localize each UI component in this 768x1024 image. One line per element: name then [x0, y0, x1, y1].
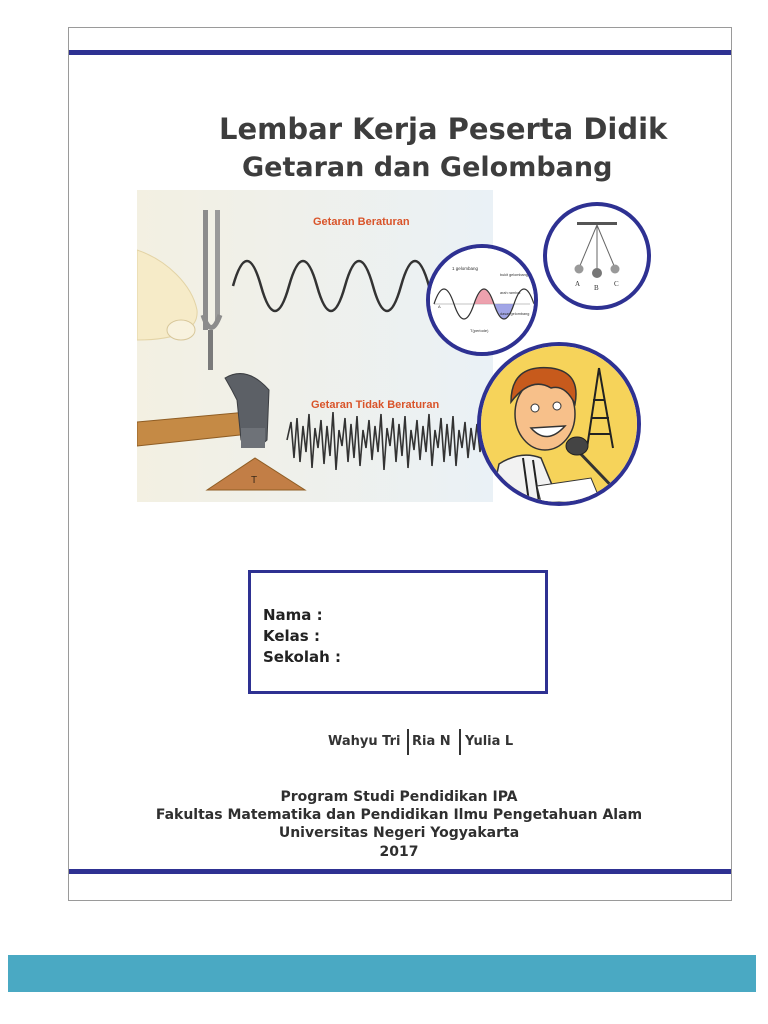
direction-label: arah rambat	[500, 291, 521, 295]
pendulum-support	[577, 222, 617, 225]
pendulum-illustration	[543, 202, 651, 310]
fingernail	[167, 320, 195, 340]
identity-form	[248, 570, 548, 694]
illustration-background	[137, 190, 493, 502]
class-field-label: Kelas :	[263, 627, 320, 645]
top-rule	[69, 50, 731, 55]
author-name: Wahyu Tri	[328, 734, 401, 749]
author-name: Ria N	[412, 734, 451, 749]
university-name: Universitas Negeri Yogyakarta	[278, 825, 520, 841]
author-name: Yulia L	[465, 734, 514, 749]
pendulum-bob-b	[592, 268, 602, 278]
vibration-illustration	[137, 190, 493, 502]
program-name: Program Studi Pendidikan IPA	[280, 789, 518, 805]
document-title: Lembar Kerja Peserta Didik	[219, 112, 668, 146]
pendulum-bob-c	[611, 265, 620, 274]
trough-label: dasar gelombang	[500, 312, 530, 316]
pendulum-bob-a	[575, 265, 584, 274]
period-label: T(periode)	[470, 328, 489, 333]
wavelength-label: 1 gelombang	[452, 266, 479, 271]
pendulum-label-b: B	[594, 284, 599, 292]
author-separator	[459, 729, 461, 755]
crest-label: bukit gelombang	[500, 273, 528, 277]
document-page	[68, 27, 732, 901]
wave-diagram-illustration	[426, 244, 538, 356]
pendulum-label-a: A	[575, 280, 581, 288]
document-subtitle: Getaran dan Gelombang	[242, 152, 613, 183]
bottom-rule	[69, 869, 731, 874]
name-field-label: Nama :	[263, 606, 323, 624]
bottom-band	[8, 955, 756, 992]
school-field-label: Sekolah :	[263, 648, 342, 666]
publication-year: 2017	[379, 844, 419, 860]
regular-vibration-label: Getaran Beraturan	[313, 216, 410, 228]
amplitude-label: A	[438, 304, 441, 309]
author-list	[328, 729, 628, 755]
pendulum-label-c: C	[614, 280, 619, 288]
singing-boy-illustration	[477, 342, 641, 506]
irregular-vibration-label: Getaran Tidak Beraturan	[311, 399, 440, 411]
author-separator	[407, 729, 409, 755]
faculty-name: Fakultas Matematika dan Pendidikan Ilmu Pengetahuan Alam	[155, 807, 643, 823]
anvil-letter: T	[251, 475, 258, 486]
